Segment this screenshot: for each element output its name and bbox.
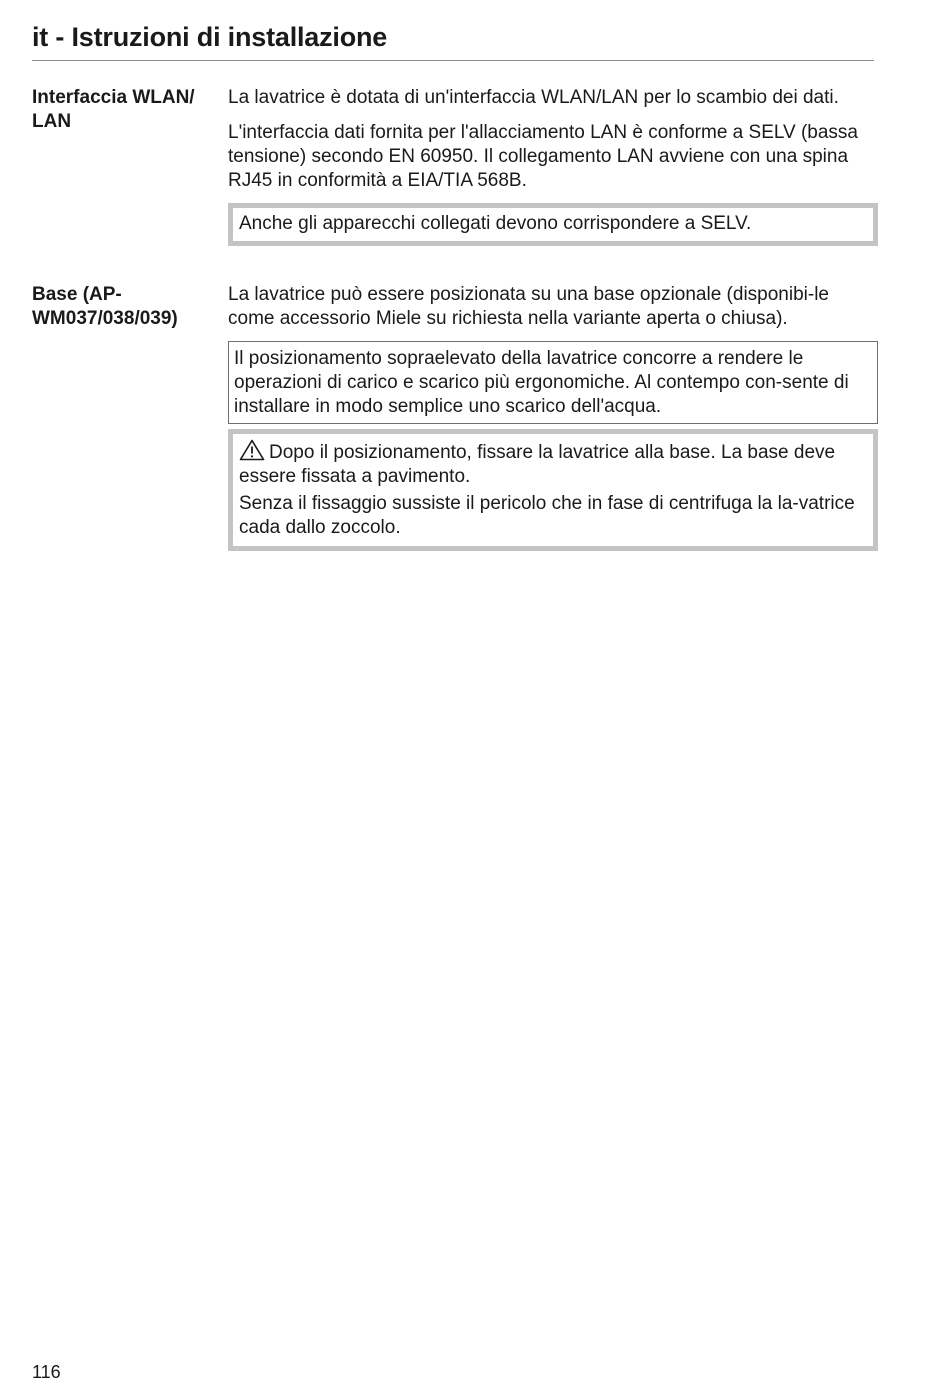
warning-box	[228, 429, 878, 551]
selv-note-box	[228, 203, 878, 246]
page-number: 116	[32, 1362, 61, 1382]
warning-text: Senza il fissaggio sussiste il pericolo che in fase di centrifuga la la-vatrice cada dallo zoccolo.	[239, 493, 855, 538]
section-label-wlan-lan	[32, 86, 222, 134]
page-title: it - Istruzioni di installazione	[32, 22, 388, 52]
warning-line	[239, 492, 867, 540]
page-header	[32, 20, 874, 61]
section-body-wlan-lan	[228, 86, 878, 246]
warning-line	[239, 439, 867, 489]
section-label-line: Interfaccia WLAN/	[32, 87, 195, 108]
info-box-text: Il posizionamento sopraelevato della lavatrice concorre a rendere le operazioni di carico e scarico più ergonomiche. Al contempo con-sente di installare in modo semplice uno scarico dell'acqua.	[234, 348, 849, 417]
warning-text: Dopo il posizionamento, fissare la lavatrice alla base. La base deve essere fissata a pavimento.	[239, 442, 836, 487]
section-label-base	[32, 283, 222, 331]
paragraph: La lavatrice è dotata di un'interfaccia WLAN/LAN per lo scambio dei dati.	[228, 87, 839, 108]
section-label-line: WM037/038/039)	[32, 308, 178, 329]
section-body-base	[228, 283, 878, 551]
paragraph: La lavatrice può essere posizionata su una base opzionale (disponibi-le come accessorio Miele su richiesta nella variante aperta o chiusa).	[228, 284, 829, 329]
selv-note-text: Anche gli apparecchi collegati devono corrispondere a SELV.	[239, 213, 752, 234]
paragraph: L'interfaccia dati fornita per l'allacciamento LAN è conforme a SELV (bassa tensione) secondo EN 60950. Il collegamento LAN avviene con una spina RJ45 in conformità a EIA/TIA 568B.	[228, 122, 858, 191]
info-box	[228, 341, 878, 424]
warning-triangle-icon	[239, 439, 265, 461]
section-label-line: LAN	[32, 111, 72, 132]
section-label-line: Base (AP-	[32, 284, 122, 305]
